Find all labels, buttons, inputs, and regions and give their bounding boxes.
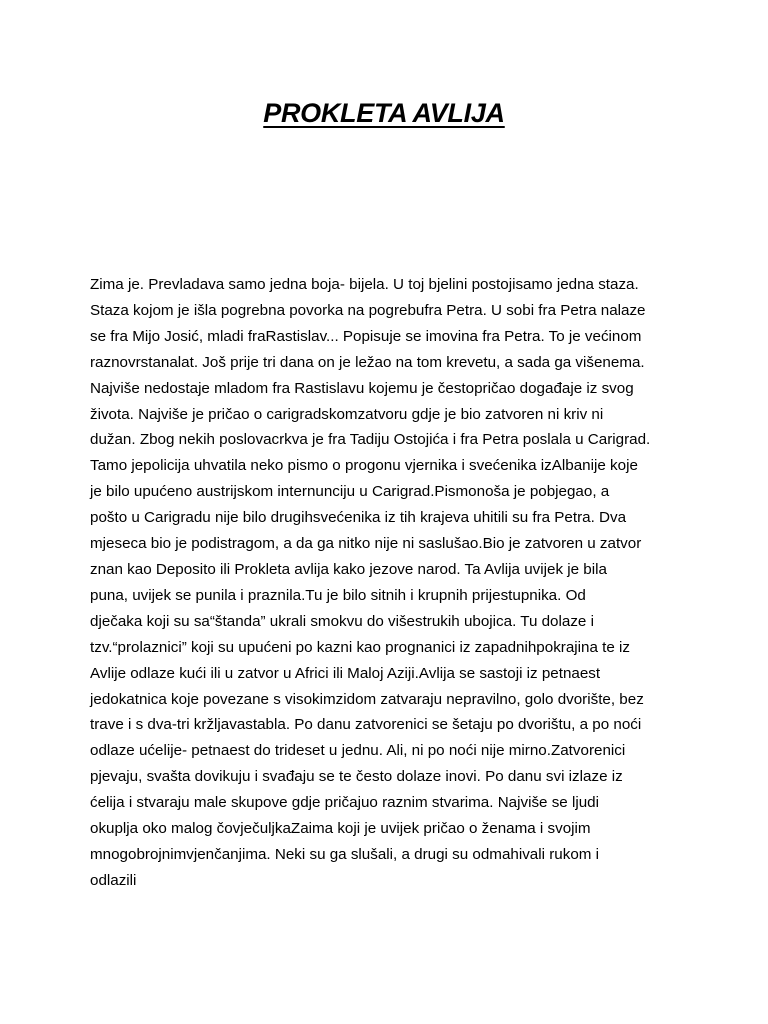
text-line: jedokatnica koje povezane s visokimzidom zatvaraju nepravilno, golo dvorište, bez	[90, 690, 644, 708]
text-line: raznovrstanalat. Još prije tri dana on je ležao na tom krevetu, a sada ga višenema.	[90, 353, 645, 371]
text-line: Najviše nedostaje mladom fra Rastislavu kojemu je čestopričao događaje iz svog	[90, 379, 634, 397]
text-line: života. Najviše je pričao o carigradskomzatvoru gdje je bio zatvoren ni kriv ni	[90, 405, 604, 423]
text-line: ćelija i stvaraju male skupove gdje pričajuo raznim stvarima. Najviše se ljudi	[90, 794, 599, 812]
text-line: puna, uvijek se punila i praznila.Tu je bilo sitnih i krupnih prijestupnika. Od	[90, 586, 586, 604]
text-line: se fra Mijo Josić, mladi fraRastislav... Popisuje se imovina fra Petra. To je većinom	[90, 327, 642, 345]
text-line: dječaka koji su sa“štanda” ukrali smokvu do višestrukih ubojica. Tu dolaze i	[90, 612, 594, 630]
body-paragraph	[90, 272, 690, 894]
text-line: znan kao Deposito ili Prokleta avlija kako jezove narod. Ta Avlija uvijek je bila	[90, 560, 607, 578]
text-line: Tamo jepolicija uhvatila neko pismo o progonu vjernika i svećenika izAlbanije koje	[90, 457, 638, 475]
text-line: okuplja oko malog čovječuljkaZaima koji je uvijek pričao o ženama i svojim	[90, 820, 591, 838]
text-line: je bilo upućeno austrijskom internunciju u Carigrad.Pismonoša je pobjegao, a	[90, 483, 610, 501]
text-line: odlazili	[90, 871, 137, 889]
text-line: tzv.“prolaznici” koji su upućeni po kazni kao prognanici iz zapadnihpokrajina te iz	[90, 638, 631, 656]
text-line: pjevaju, svašta dovikuju i svađaju se te često dolaze inovi. Po danu svi izlaze iz	[90, 768, 623, 786]
text-line: odlaze ućelije- petnaest do trideset u jednu. Ali, ni po noći nije mirno.Zatvorenici	[90, 742, 626, 760]
text-line: mjeseca bio je podistragom, a da ga nitko nije ni saslušao.Bio je zatvoren u zatvor	[90, 535, 642, 553]
text-line: dužan. Zbog nekih poslovacrkva je fra Tadiju Ostojića i fra Petra poslala u Carigrad.	[90, 431, 651, 449]
text-line: trave i s dva-tri kržljavastabla. Po danu zatvorenici se šetaju po dvorištu, a po noći	[90, 716, 642, 734]
text-line: Zima je. Prevladava samo jedna boja- bijela. U toj bjelini postojisamo jedna staza.	[90, 276, 639, 293]
text-line: pošto u Carigradu nije bilo drugihsvećenika iz tih krajeva uhitili su fra Petra. Dva	[90, 509, 627, 527]
text-line: mnogobrojnimvjenčanjima. Neki su ga slušali, a drugi su odmahivali rukom i	[90, 845, 600, 863]
text-line: Staza kojom je išla pogrebna povorka na pogrebufra Petra. U sobi fra Petra nalaze	[90, 301, 646, 319]
text-line: Avlije odlaze kući ili u zatvor u Africi ili Maloj Aziji.Avlija se sastoji iz petnaest	[90, 664, 601, 682]
document-title: PROKLETA AVLIJA	[263, 98, 505, 128]
